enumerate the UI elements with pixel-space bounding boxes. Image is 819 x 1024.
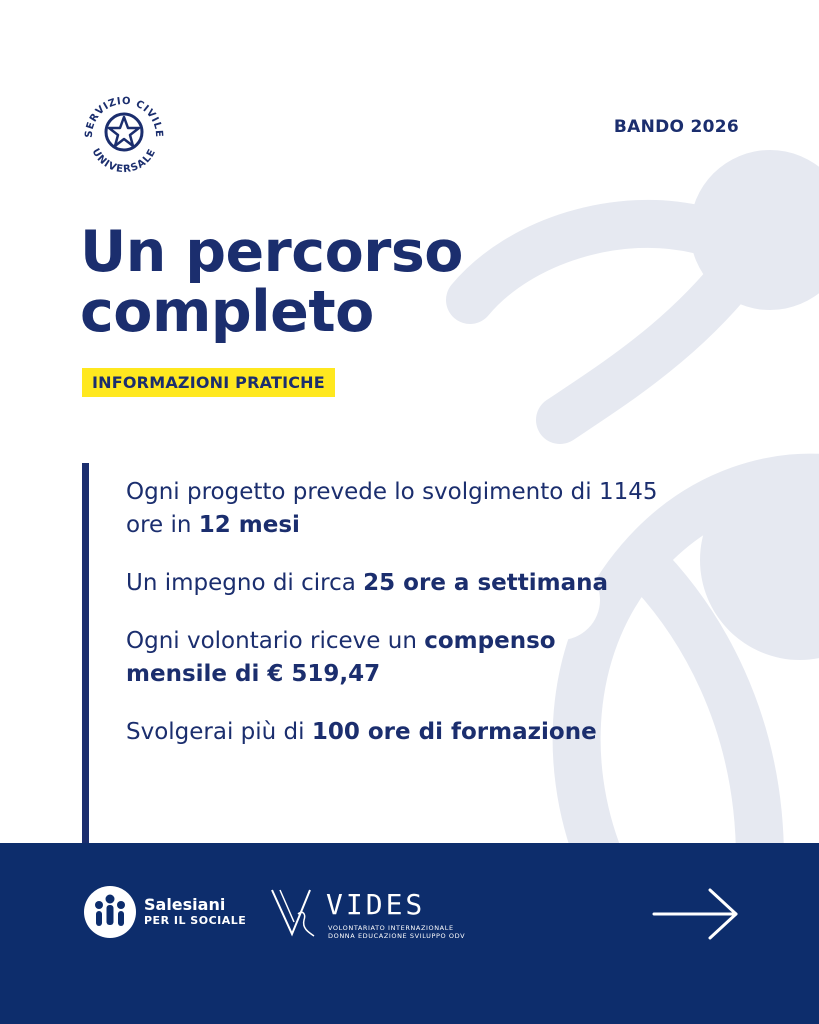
list-item [126,567,746,600]
info-list [126,476,746,774]
item-highlight: 100 ore di formazione [311,719,597,745]
servizio-civile-logo [80,86,168,174]
salesiani-name: Salesiani [144,895,226,914]
salesiani-people-icon [84,886,136,938]
info-tag: INFORMAZIONI PRATICHE [82,368,335,397]
accent-bar [82,463,89,843]
bando-label: BANDO 2026 [613,117,739,137]
salesiani-sub: PER IL SOCIALE [144,914,247,927]
logo-text-top: SERVIZIO CIVILE [83,95,165,139]
list-item [126,625,646,691]
star-icon [106,114,142,150]
item-text: Ogni progetto prevede lo svolgimento di 1145 ore in [126,479,658,538]
logo-text-bottom: UNIVERSALE [89,146,159,174]
page-title [80,219,463,345]
title-line-2: completo [80,279,374,345]
vides-name: VIDES [326,888,426,921]
vides-subtitle-1: VOLONTARIATO INTERNAZIONALE [328,924,454,932]
list-item [126,716,746,749]
item-text: Ogni volontario riceve un [126,628,425,654]
vides-v-icon [270,884,332,940]
item-text: Svolgerai più di [126,719,312,745]
item-highlight: compenso mensile di € 519,47 [126,628,556,687]
title-line-1: Un percorso [80,219,463,285]
arrow-right-icon[interactable] [652,886,740,942]
item-highlight: 25 ore a settimana [363,570,609,596]
salesiani-logo [84,886,246,938]
item-highlight: 12 mesi [198,512,300,538]
list-item [126,476,686,542]
vides-subtitle-2: DONNA EDUCAZIONE SVILUPPO ODV [328,932,466,940]
item-text: Un impegno di circa [126,570,364,596]
